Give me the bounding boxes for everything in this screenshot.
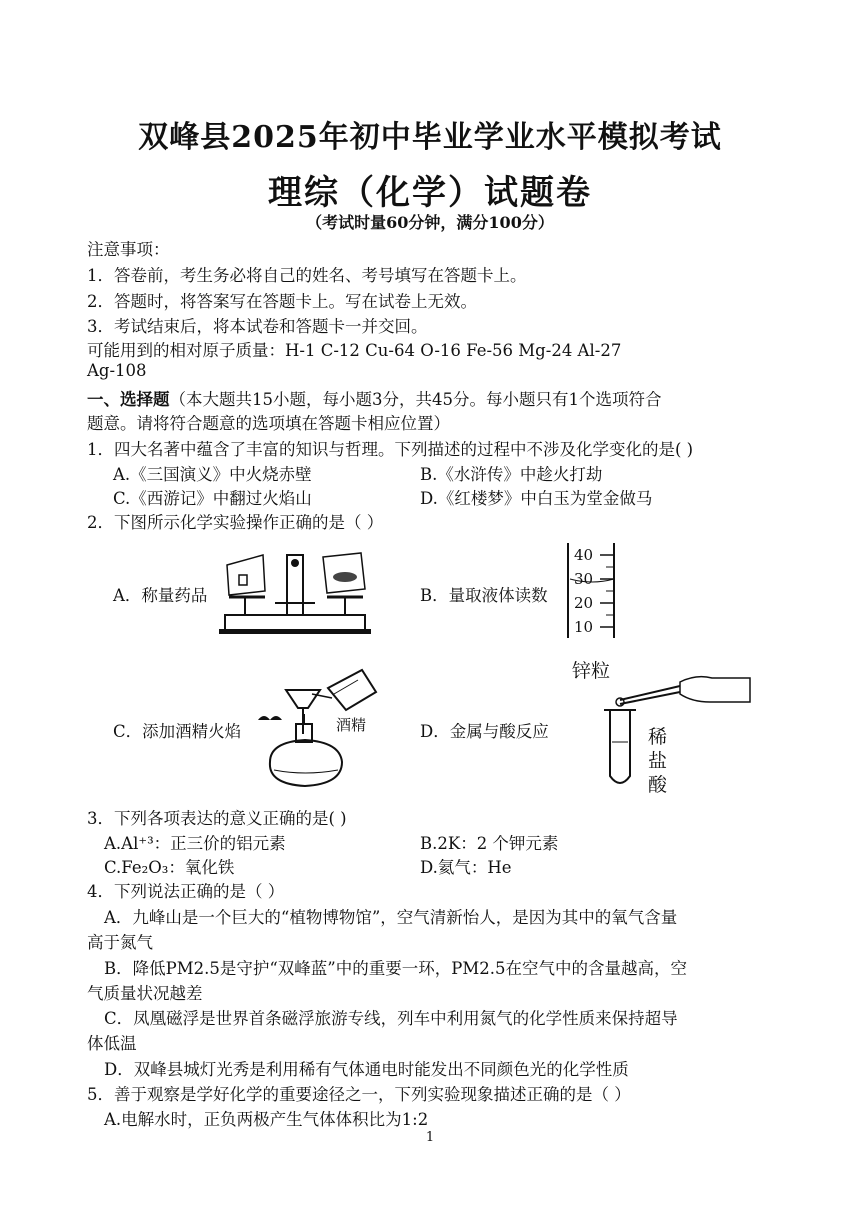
exam-title: 双峰县2025年初中毕业学业水平模拟考试 bbox=[138, 120, 722, 155]
exam-subtitle: 理综（化学）试题卷 bbox=[268, 173, 592, 213]
balance-scale-figure bbox=[215, 545, 375, 635]
label-acid-3: 酸 bbox=[648, 774, 668, 796]
note-item-3: 3．考试结束后，将本试卷和答题卡一并交回。 bbox=[87, 317, 428, 336]
cylinder-tick-10: 10 bbox=[574, 618, 594, 636]
q4-option-d: D．双峰县城灯光秀是利用稀有气体通电时能发出不同颜色光的化学性质 bbox=[104, 1060, 629, 1079]
alcohol-lamp-figure bbox=[250, 662, 400, 792]
label-zinc: 锌粒 bbox=[572, 660, 611, 682]
cylinder-tick-30: 30 bbox=[574, 570, 594, 588]
atomic-masses-line2: Ag-108 bbox=[87, 361, 147, 380]
q2-option-a: A．称量药品 bbox=[113, 586, 208, 605]
notes-heading: 注意事项： bbox=[87, 240, 170, 259]
q4-stem: 4．下列说法正确的是（ ） bbox=[87, 882, 285, 901]
q5-option-a: A.电解水时，正负两极产生气体体积比为1:2 bbox=[104, 1110, 429, 1129]
q4-option-b-line2: 气质量状况越差 bbox=[87, 984, 203, 1003]
q3-stem: 3．下列各项表达的意义正确的是( ) bbox=[87, 809, 347, 828]
label-alcohol: 酒精 bbox=[336, 716, 367, 734]
section1-heading bbox=[87, 386, 662, 410]
q4-option-b-line1: B．降低PM2.5是守护“双峰蓝”中的重要一环，PM2.5在空气中的含量越高，空 bbox=[104, 959, 687, 978]
cylinder-tick-40: 40 bbox=[574, 546, 594, 564]
q3-option-b: B.2K：2 个钾元素 bbox=[420, 834, 559, 853]
label-acid-2: 盐 bbox=[648, 750, 668, 772]
q1-option-a: A.《三国演义》中火烧赤壁 bbox=[113, 465, 312, 484]
section1-heading-rest: （本大题共15小题，每小题3分，共45分。每小题只有1个选项符合 bbox=[169, 390, 662, 409]
q4-option-a-line1: A．九峰山是一个巨大的“植物博物馆”，空气清新怡人，是因为其中的氧气含量 bbox=[104, 908, 678, 927]
q1-option-b: B.《水浒传》中趁火打劫 bbox=[420, 465, 603, 484]
q3-option-a: A.Al⁺³：正三价的铝元素 bbox=[104, 834, 286, 853]
page-number: 1 bbox=[425, 1130, 435, 1145]
q1-stem: 1．四大名著中蕴含了丰富的知识与哲理。下列描述的过程中不涉及化学变化的是( ) bbox=[87, 440, 694, 459]
atomic-masses-line1: 可能用到的相对原子质量：H-1 C-12 Cu-64 O-16 Fe-56 Mg-24 Al-27 bbox=[87, 341, 622, 360]
section1-label: 一、选择题 bbox=[87, 390, 170, 409]
note-item-1: 1．答卷前，考生务必将自己的姓名、考号填写在答题卡上。 bbox=[87, 266, 527, 285]
q2-option-d: D．金属与酸反应 bbox=[420, 722, 549, 741]
cylinder-tick-20: 20 bbox=[574, 594, 594, 612]
q2-option-b: B．量取液体读数 bbox=[420, 586, 548, 605]
section1-heading-line2: 题意。请将符合题意的选项填在答题卡相应位置） bbox=[87, 414, 450, 433]
q4-option-a-line2: 高于氮气 bbox=[87, 933, 153, 952]
q2-option-c: C．添加酒精火焰 bbox=[113, 722, 242, 741]
q4-option-c-line1: C．凤凰磁浮是世界首条磁浮旅游专线，列车中利用氮气的化学性质来保持超导 bbox=[104, 1009, 678, 1028]
exam-info: （考试时量60分钟，满分100分） bbox=[306, 213, 554, 232]
q3-option-d: D.氦气：He bbox=[420, 858, 512, 877]
note-item-2: 2．答题时，将答案写在答题卡上。写在试卷上无效。 bbox=[87, 292, 477, 311]
test-tube-figure bbox=[600, 672, 760, 792]
q5-stem: 5．善于观察是学好化学的重要途径之一，下列实验现象描述正确的是（ ） bbox=[87, 1085, 631, 1104]
q4-option-c-line2: 体低温 bbox=[87, 1034, 137, 1053]
q2-stem: 2．下图所示化学实验操作正确的是（ ） bbox=[87, 513, 384, 532]
q3-option-c: C.Fe₂O₃：氧化铁 bbox=[104, 858, 235, 877]
q1-option-c: C.《西游记》中翻过火焰山 bbox=[113, 489, 312, 508]
label-acid-1: 稀 bbox=[648, 726, 668, 748]
q1-option-d: D.《红楼梦》中白玉为堂金做马 bbox=[420, 489, 653, 508]
